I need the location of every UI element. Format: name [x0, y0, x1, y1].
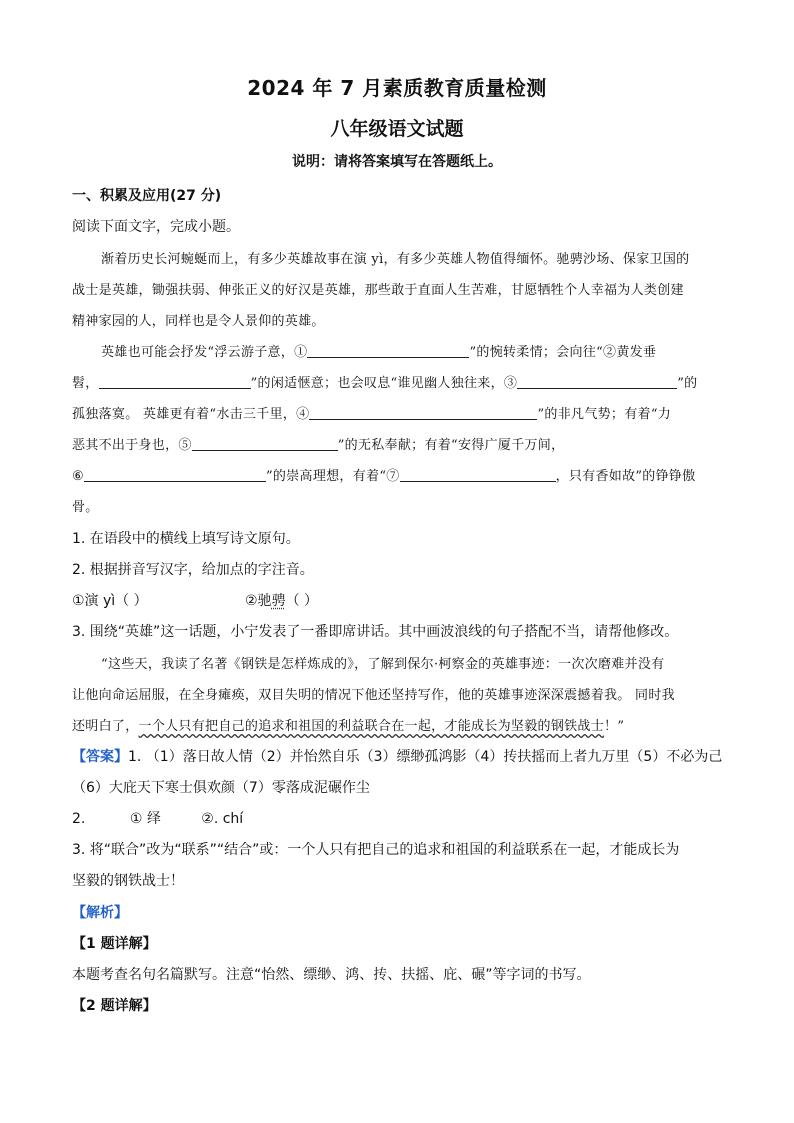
detail-2-heading: 【2 题详解】 — [72, 998, 157, 1014]
blank-4 — [309, 405, 537, 420]
instruction: 阅读下面文字，完成小题。 — [72, 219, 240, 235]
question-1: 1. 在语段中的横线上填写诗文原句。 — [72, 531, 300, 547]
question-2: 2. 根据拼音写汉字，给加点的字注音。 — [72, 562, 314, 578]
question-2-part-b — [245, 590, 318, 610]
speech-text: 还明白了， — [72, 719, 139, 734]
passage-text: 髫， — [72, 376, 99, 391]
passage-line: 战士是英雄，锄强扶弱、伸张正义的好汉是英雄，那些敢于直面人生苦难，甘愿牺牲个人幸福为人类创建 — [72, 283, 684, 298]
passage-line: 精神家园的人，同样也是令人景仰的英雄。 — [72, 314, 325, 329]
passage-text: ”的非凡气势；有着“力 — [537, 407, 672, 422]
blank-7 — [400, 467, 556, 482]
answer-line: 3. 将“联合”改为“联系”“结合”或：一个人只有把自己的追求和祖国的利益联系在一起，才能成长为 — [72, 842, 680, 858]
speech-line: “这些天，我读了名著《钢铁是怎样炼成的》，了解到保尔·柯察金的英雄事迹：一次次磨难并没有 — [101, 657, 665, 672]
passage-text: ”的崇高理想，有着“⑦ — [265, 469, 400, 484]
q2b-suffix: （ ） — [285, 593, 319, 609]
answer-line: 坚毅的钢铁战士！ — [72, 873, 184, 889]
passage-text: ”的 — [677, 376, 698, 391]
passage-line — [101, 341, 656, 360]
q2b-prefix: ②驰 — [245, 593, 272, 609]
passage-line — [72, 465, 696, 484]
answer-line — [72, 746, 722, 766]
speech-line: 让他向命运屈服，在全身瘫痪，双目失明的情况下他还坚持写作，他的英雄事迹深深震撼着我。 同时我 — [72, 688, 675, 703]
exam-subtitle: 八年级语文试题 — [330, 118, 464, 140]
passage-text: ，只有香如故”的铮铮傲 — [555, 469, 696, 484]
blank-2 — [99, 374, 251, 389]
question-3: 3. 围绕“英雄”这一话题，小宁发表了一番即席讲话。其中画波浪线的句子搭配不当，请帮他修改。 — [72, 624, 679, 640]
passage-line — [72, 372, 697, 391]
answer-2-part-2: ②. chí — [201, 811, 244, 827]
analysis-label: 【解析】 — [72, 905, 128, 921]
passage-line — [72, 434, 564, 453]
passage-line: 渐着历史长河蜿蜒而上，有多少英雄故事在演 yì，有多少英雄人物值得缅怀。驰骋沙场、保家卫国的 — [101, 252, 690, 267]
passage-text: ”的闲适惬意；也会叹息“谁见幽人独往来，③ — [250, 376, 518, 391]
detail-1-text: 本题考查名句名篇默写。注意“怡然、缥缈、鸿、抟、扶摇、庇、碾”等字词的书写。 — [72, 967, 591, 983]
question-2-part-a: ①演 yì（ ） — [72, 593, 148, 609]
blank-5 — [192, 436, 338, 451]
answer-line: （6）大庇天下寒士俱欢颜（7）零落成泥碾作尘 — [72, 780, 370, 796]
exam-title: 2024 年 7 月素质教育质量检测 — [247, 76, 547, 100]
answer-text: 1. （1）落日故人情（2）并怡然自乐（3）缥缈孤鸿影（4）抟扶摇而上者九万里（5）不必为己 — [128, 749, 723, 765]
section-heading: 一、积累及应用(27 分) — [72, 188, 222, 204]
answer-2-part-1: ① 绎 — [129, 811, 161, 827]
detail-1-heading: 【1 题详解】 — [72, 936, 157, 952]
passage-text: 恶其不出于身也，⑤ — [72, 438, 192, 453]
wavy-sentence: 一个人只有把自己的追求和祖国的利益联合在一起，才能成长为坚毅的钢铁战士 — [138, 719, 605, 734]
answer-2 — [72, 808, 243, 828]
answer-2-number: 2. — [72, 811, 86, 827]
blank-3 — [517, 374, 677, 389]
exam-note: 说明：请将答案填写在答题纸上。 — [292, 154, 502, 170]
q2b-dotted-char: 骋 — [271, 593, 286, 609]
answer-label: 【答案】 — [72, 749, 128, 765]
passage-text: 英雄也可能会抒发“浮云游子意，① — [101, 345, 308, 360]
passage-text: ”的无私奉献；有着“安得广厦千万间， — [337, 438, 565, 453]
passage-text: 孤独落寞。 英雄更有着“水击三千里，④ — [72, 407, 310, 422]
passage-line — [72, 403, 671, 422]
passage-line: 骨。 — [72, 500, 99, 515]
passage-text: ⑥ — [72, 469, 84, 484]
speech-text: ！” — [604, 719, 625, 734]
passage-text: ”的惋转柔情；会向往“②黄发垂 — [469, 345, 657, 360]
blank-6 — [84, 467, 266, 482]
speech-line — [72, 715, 624, 734]
blank-1 — [307, 343, 469, 358]
